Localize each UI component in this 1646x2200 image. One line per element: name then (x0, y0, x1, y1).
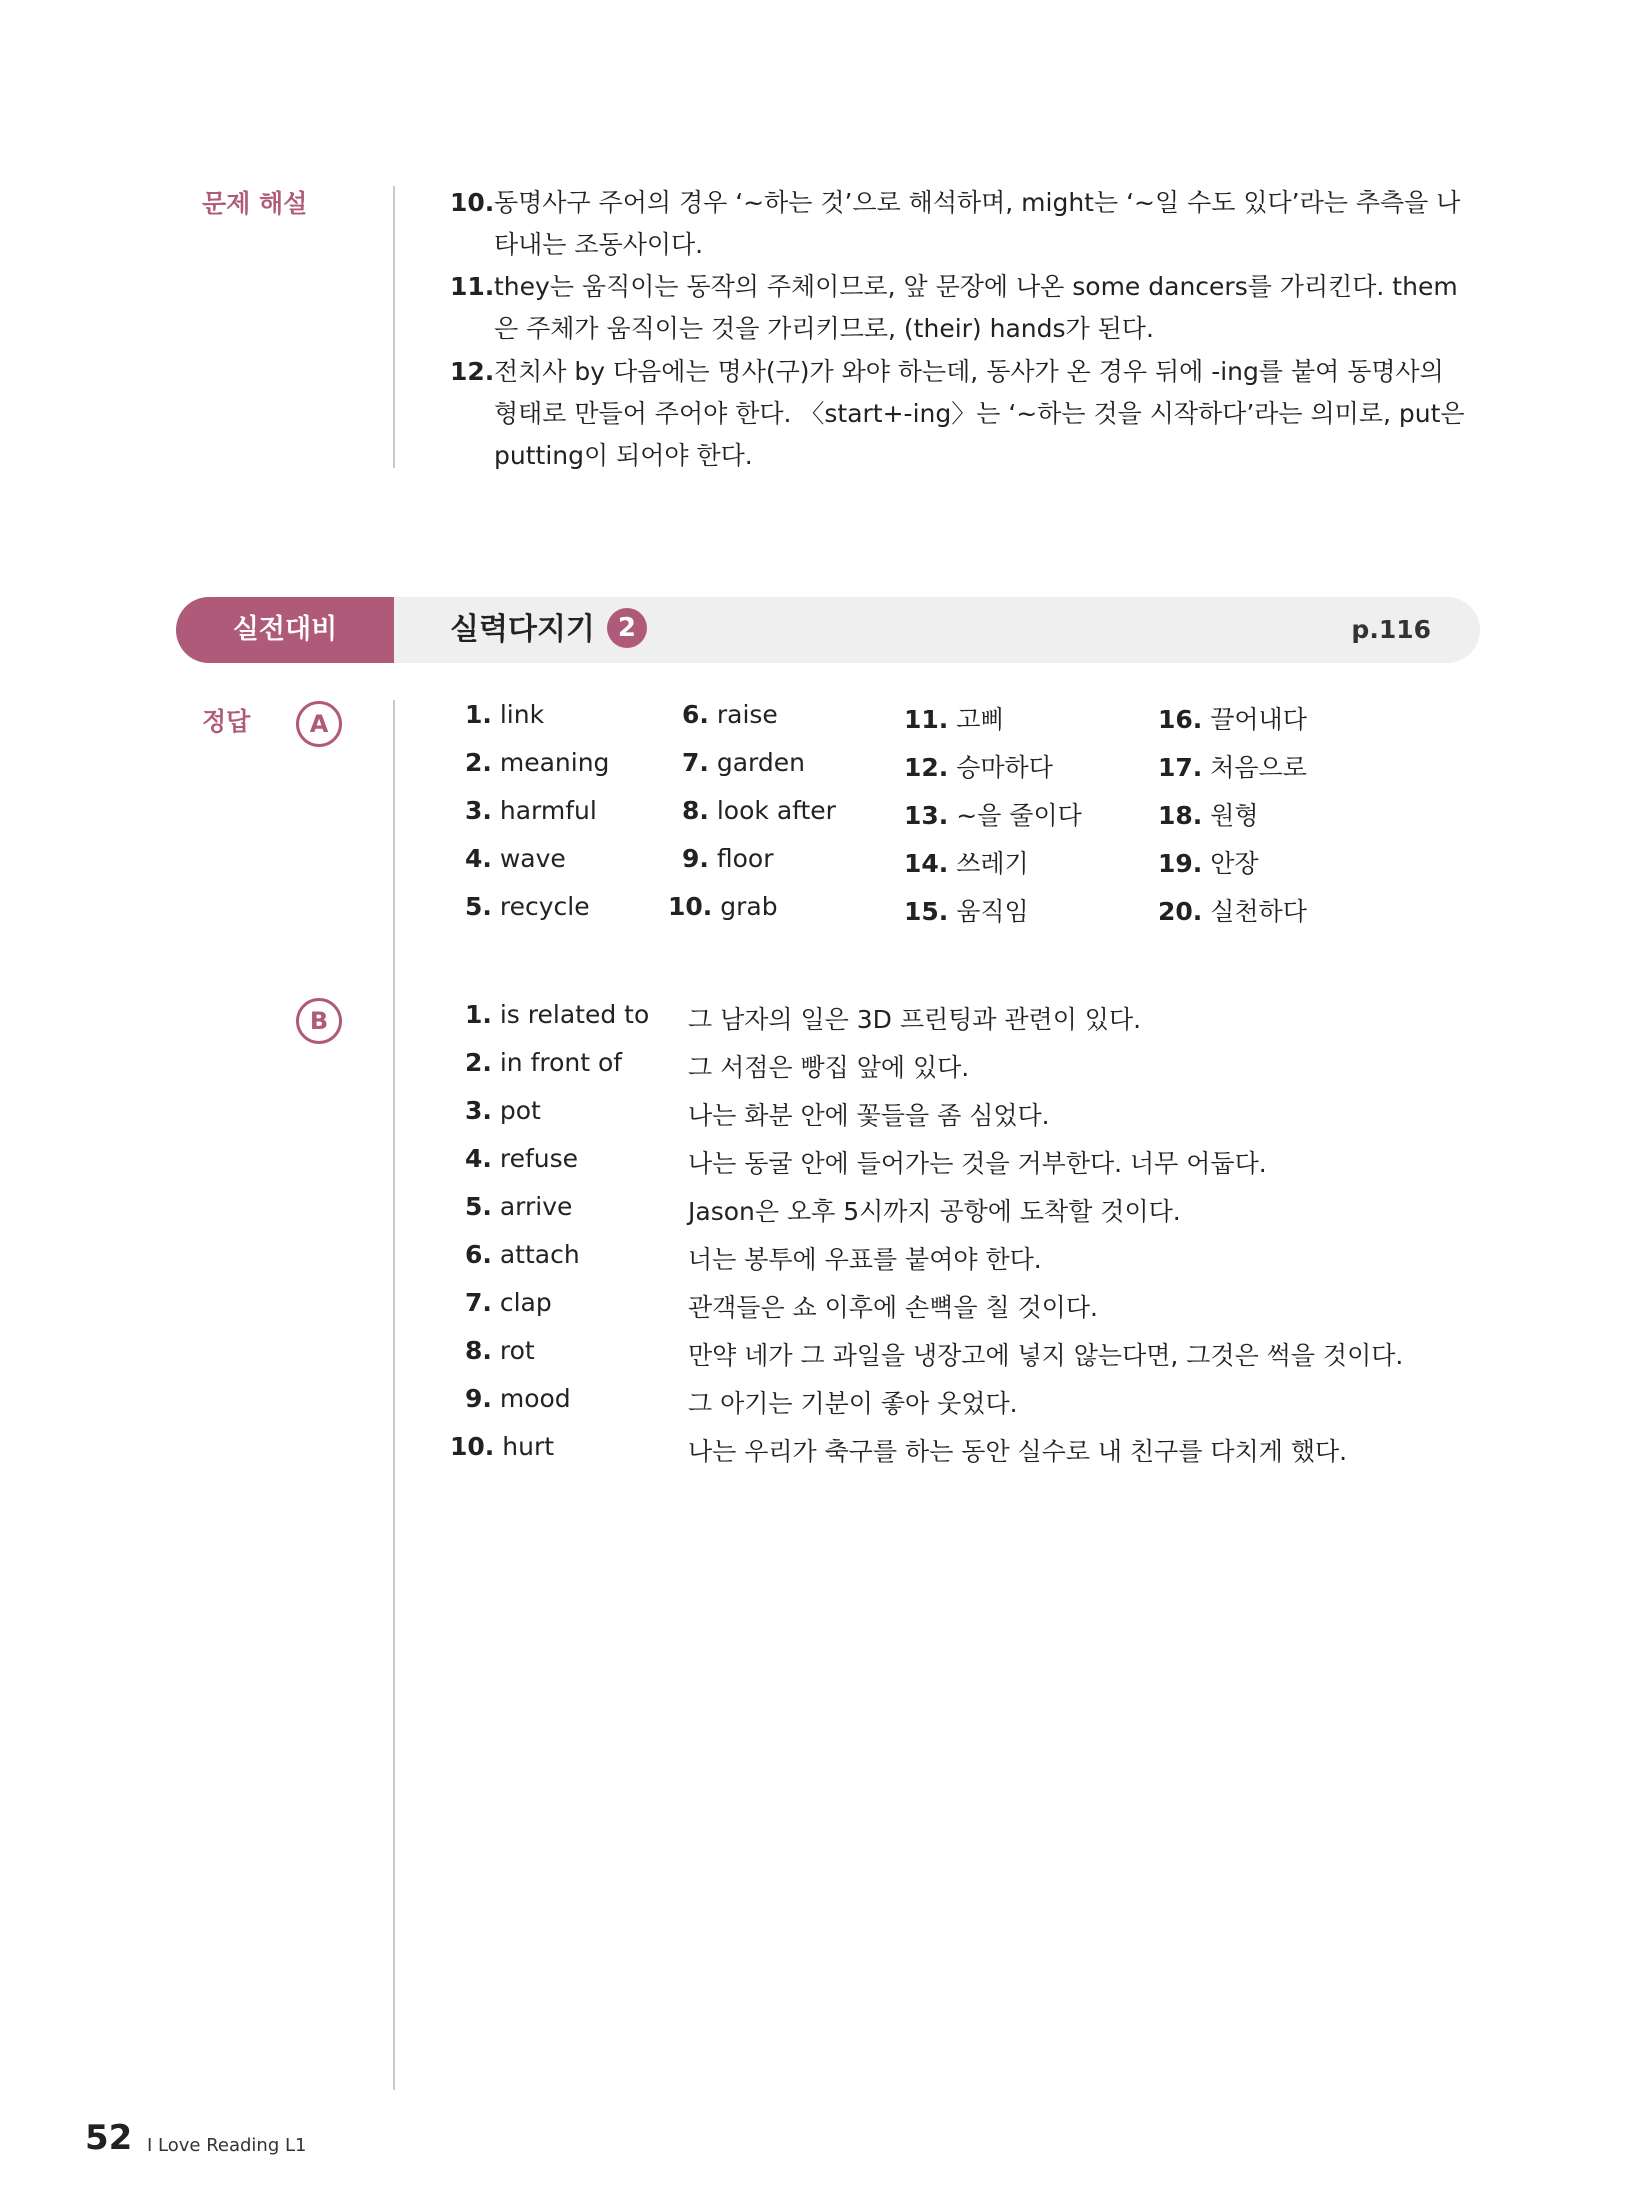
section-b-marker: B (296, 998, 342, 1044)
answer-b-sentence: 그 남자의 일은 3D 프린팅과 관련이 있다. (688, 1005, 1142, 1034)
answer-a-num: 5. (465, 892, 492, 921)
answer-b-sentence: 너는 봉투에 우표를 붙여야 한다. (688, 1245, 1042, 1274)
answer-a-item (904, 796, 1082, 832)
banner-category: 실전대비 (176, 597, 394, 663)
answer-b-num: 7. (465, 1288, 492, 1317)
answer-a-text: wave (499, 844, 566, 873)
answer-b-term: pot (499, 1096, 541, 1125)
explanation-text: they는 움직이는 동작의 주체이므로, 앞 문장에 나온 some dancers를 가리킨다. them은 주체가 움직이는 것을 가리키므로, (their) hands가 된다. (494, 272, 1458, 343)
answer-a-num: 13. (904, 801, 949, 830)
answer-a-item (1158, 700, 1307, 736)
answer-a-text: 쓰레기 (956, 849, 1029, 878)
answer-b-num: 3. (465, 1096, 492, 1125)
answer-b-term: hurt (502, 1432, 555, 1461)
answer-a-text: 실천하다 (1210, 897, 1307, 926)
answer-a-item (904, 892, 1029, 928)
answer-a-text: recycle (499, 892, 590, 921)
banner-badge: 2 (607, 608, 647, 648)
answer-b-num: 6. (465, 1240, 492, 1269)
answer-a-item (1158, 748, 1307, 784)
answer-a-text: link (499, 700, 545, 729)
explanation-item (450, 266, 1470, 350)
answer-b-num: 2. (465, 1048, 492, 1077)
answer-b-term: rot (499, 1336, 535, 1365)
explanation-divider (393, 186, 395, 468)
answer-a-text: 움직임 (956, 897, 1029, 926)
explanation-item (450, 351, 1470, 477)
page-number: 52 (85, 2118, 133, 2158)
answer-a-num: 4. (465, 844, 492, 873)
answer-b-num: 9. (465, 1384, 492, 1413)
explanation-num: 12. (450, 357, 495, 386)
answer-b-sentence: Jason은 오후 5시까지 공항에 도착할 것이다. (688, 1197, 1181, 1226)
answer-a-num: 14. (904, 849, 949, 878)
answer-b-word (465, 1240, 580, 1269)
answer-a-item (904, 844, 1029, 880)
answer-b-word (450, 1432, 554, 1461)
answer-a-item (465, 796, 597, 825)
answer-a-num: 16. (1158, 705, 1203, 734)
answer-a-num: 8. (682, 796, 709, 825)
answer-a-num: 1. (465, 700, 492, 729)
answer-a-text: 승마하다 (956, 753, 1053, 782)
answer-b-sentence: 그 서점은 빵집 앞에 있다. (688, 1053, 970, 1082)
answer-a-item (1158, 844, 1259, 880)
answer-a-text: look after (716, 796, 836, 825)
answer-a-num: 9. (682, 844, 709, 873)
answer-b-word (465, 1096, 541, 1125)
answer-b-term: is related to (499, 1000, 650, 1029)
answer-b-word (465, 1048, 622, 1077)
answer-b-term: refuse (499, 1144, 579, 1173)
answer-b-sentence: 나는 동굴 안에 들어가는 것을 거부한다. 너무 어둡다. (688, 1149, 1267, 1178)
answer-b-word (465, 1192, 572, 1221)
answer-a-item (465, 748, 609, 777)
answer-a-text: 안장 (1210, 849, 1259, 878)
explanation-text: 전치사 by 다음에는 명사(구)가 와야 하는데, 동사가 온 경우 뒤에 -ing를 붙여 동명사의 형태로 만들어 주어야 한다. 〈start+-ing〉는 ‘~하는 것을 시작하다’라는 의미로, put은 putting이 되어야 한다. (494, 357, 1465, 470)
answer-a-num: 15. (904, 897, 949, 926)
explanation-num: 10. (450, 188, 495, 217)
book-title: I Love Reading L1 (147, 2135, 307, 2156)
answer-a-num: 20. (1158, 897, 1203, 926)
explanation-label: 문제 해설 (202, 189, 308, 218)
answer-b-sentence: 나는 화분 안에 꽃들을 좀 심었다. (688, 1101, 1050, 1130)
answers-divider (393, 700, 395, 2090)
answer-a-item (904, 748, 1053, 784)
answer-a-item (904, 700, 1005, 736)
answer-b-num: 5. (465, 1192, 492, 1221)
answer-a-text: harmful (499, 796, 597, 825)
answer-a-text: garden (716, 748, 805, 777)
answer-a-text: 고삐 (956, 705, 1005, 734)
explanation-num: 11. (450, 272, 495, 301)
answer-b-sentence: 관객들은 쇼 이후에 손뼉을 칠 것이다. (688, 1293, 1098, 1322)
answer-a-num: 6. (682, 700, 709, 729)
answer-a-num: 7. (682, 748, 709, 777)
answer-a-num: 3. (465, 796, 492, 825)
explanation-text: 동명사구 주어의 경우 ‘~하는 것’으로 해석하며, might는 ‘~일 수도 있다’라는 추측을 나타내는 조동사이다. (494, 188, 1461, 259)
answer-a-item (465, 700, 544, 729)
answer-a-item (1158, 892, 1307, 928)
answer-b-num: 1. (465, 1000, 492, 1029)
answer-a-num: 2. (465, 748, 492, 777)
answer-b-num: 8. (465, 1336, 492, 1365)
explanation-item (450, 182, 1470, 266)
answer-a-num: 10. (668, 892, 713, 921)
answer-a-text: 처음으로 (1210, 753, 1307, 782)
answers-label: 정답 (202, 707, 251, 736)
banner-title-wrap (450, 597, 647, 663)
answer-b-word (465, 1288, 552, 1317)
answer-b-word (465, 1336, 535, 1365)
answer-a-item (1158, 796, 1259, 832)
section-a-marker: A (296, 701, 342, 747)
answer-b-sentence: 그 아기는 기분이 좋아 웃었다. (688, 1389, 1018, 1418)
answer-b-sentence: 만약 네가 그 과일을 냉장고에 넣지 않는다면, 그것은 썩을 것이다. (688, 1341, 1404, 1370)
banner-page-ref: p.116 (1351, 615, 1431, 644)
answer-b-term: arrive (499, 1192, 573, 1221)
answer-b-word (465, 1384, 571, 1413)
answer-a-num: 18. (1158, 801, 1203, 830)
answer-a-item (465, 892, 590, 921)
answer-b-word (465, 1144, 578, 1173)
answer-a-item (668, 892, 778, 921)
answer-b-num: 10. (450, 1432, 495, 1461)
answer-b-term: attach (499, 1240, 580, 1269)
answer-a-num: 11. (904, 705, 949, 734)
answer-a-item (682, 700, 778, 729)
answer-a-text: ~을 줄이다 (956, 801, 1082, 830)
answer-a-text: 끌어내다 (1210, 705, 1307, 734)
answer-a-num: 17. (1158, 753, 1203, 782)
answer-a-text: raise (716, 700, 778, 729)
answer-b-num: 4. (465, 1144, 492, 1173)
answer-b-term: clap (499, 1288, 552, 1317)
answer-a-num: 19. (1158, 849, 1203, 878)
answer-a-item (465, 844, 566, 873)
answer-a-item (682, 796, 836, 825)
answer-a-text: floor (716, 844, 774, 873)
answer-a-item (682, 748, 805, 777)
answer-a-item (682, 844, 773, 873)
answer-a-num: 12. (904, 753, 949, 782)
answer-b-term: in front of (499, 1048, 623, 1077)
answer-b-term: mood (499, 1384, 571, 1413)
answer-b-sentence: 나는 우리가 축구를 하는 동안 실수로 내 친구를 다치게 했다. (688, 1437, 1348, 1466)
answer-a-text: meaning (499, 748, 610, 777)
answer-a-text: grab (720, 892, 778, 921)
answer-a-text: 원형 (1210, 801, 1259, 830)
answer-b-word (465, 1000, 649, 1029)
banner-title: 실력다지기 (450, 612, 595, 647)
